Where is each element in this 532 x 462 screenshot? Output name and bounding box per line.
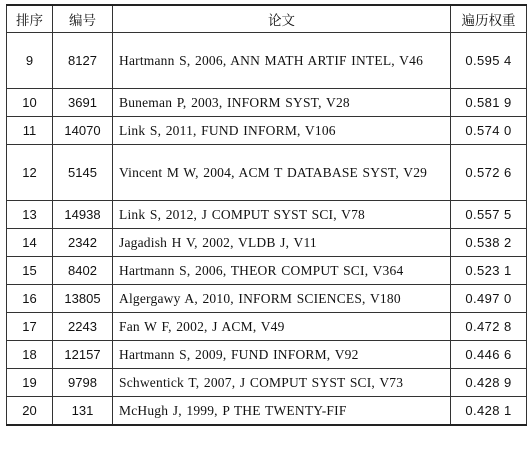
cell-rank: 19 (7, 369, 53, 397)
header-row (7, 5, 527, 33)
cell-id: 14070 (53, 117, 113, 145)
paper-ranking-table (6, 4, 527, 426)
table-row (7, 257, 527, 285)
table-row (7, 229, 527, 257)
cell-rank: 14 (7, 229, 53, 257)
cell-rank: 11 (7, 117, 53, 145)
cell-weight: 0.572 6 (451, 145, 527, 201)
header-id: 编号 (53, 5, 113, 33)
cell-weight: 0.472 8 (451, 313, 527, 341)
cell-weight: 0.538 2 (451, 229, 527, 257)
table-row (7, 313, 527, 341)
table-row (7, 33, 527, 89)
cell-id: 12157 (53, 341, 113, 369)
cell-weight: 0.595 4 (451, 33, 527, 89)
cell-weight: 0.428 9 (451, 369, 527, 397)
cell-id: 9798 (53, 369, 113, 397)
cell-rank: 20 (7, 397, 53, 426)
cell-weight: 0.523 1 (451, 257, 527, 285)
cell-paper: Buneman P, 2003, INFORM SYST, V28 (113, 89, 451, 117)
cell-id: 131 (53, 397, 113, 426)
cell-weight: 0.581 9 (451, 89, 527, 117)
cell-paper: Hartmann S, 2006, ANN MATH ARTIF INTEL, V46 (113, 33, 451, 89)
table-row (7, 285, 527, 313)
cell-paper: McHugh J, 1999, P THE TWENTY-FIF (113, 397, 451, 426)
cell-rank: 10 (7, 89, 53, 117)
cell-paper: Hartmann S, 2009, FUND INFORM, V92 (113, 341, 451, 369)
cell-paper: Algergawy A, 2010, INFORM SCIENCES, V180 (113, 285, 451, 313)
cell-rank: 12 (7, 145, 53, 201)
cell-id: 13805 (53, 285, 113, 313)
table-row (7, 369, 527, 397)
cell-id: 14938 (53, 201, 113, 229)
ranking-table-container (6, 4, 526, 426)
header-weight: 遍历权重 (451, 5, 527, 33)
cell-weight: 0.446 6 (451, 341, 527, 369)
cell-id: 2342 (53, 229, 113, 257)
cell-rank: 16 (7, 285, 53, 313)
cell-id: 2243 (53, 313, 113, 341)
cell-paper: Link S, 2011, FUND INFORM, V106 (113, 117, 451, 145)
cell-id: 3691 (53, 89, 113, 117)
cell-id: 8127 (53, 33, 113, 89)
cell-paper: Schwentick T, 2007, J COMPUT SYST SCI, V73 (113, 369, 451, 397)
cell-weight: 0.574 0 (451, 117, 527, 145)
cell-rank: 15 (7, 257, 53, 285)
cell-rank: 13 (7, 201, 53, 229)
table-row (7, 201, 527, 229)
cell-rank: 17 (7, 313, 53, 341)
cell-weight: 0.428 1 (451, 397, 527, 426)
table-row (7, 89, 527, 117)
table-row (7, 117, 527, 145)
header-paper: 论文 (113, 5, 451, 33)
cell-paper: Fan W F, 2002, J ACM, V49 (113, 313, 451, 341)
table-body (7, 33, 527, 426)
cell-paper: Hartmann S, 2006, THEOR COMPUT SCI, V364 (113, 257, 451, 285)
cell-rank: 9 (7, 33, 53, 89)
cell-id: 8402 (53, 257, 113, 285)
header-rank: 排序 (7, 5, 53, 33)
cell-weight: 0.497 0 (451, 285, 527, 313)
cell-paper: Link S, 2012, J COMPUT SYST SCI, V78 (113, 201, 451, 229)
cell-paper: Jagadish H V, 2002, VLDB J, V11 (113, 229, 451, 257)
cell-id: 5145 (53, 145, 113, 201)
table-row (7, 397, 527, 426)
cell-paper: Vincent M W, 2004, ACM T DATABASE SYST, V29 (113, 145, 451, 201)
table-row (7, 341, 527, 369)
cell-rank: 18 (7, 341, 53, 369)
cell-weight: 0.557 5 (451, 201, 527, 229)
table-header (7, 5, 527, 33)
table-row (7, 145, 527, 201)
